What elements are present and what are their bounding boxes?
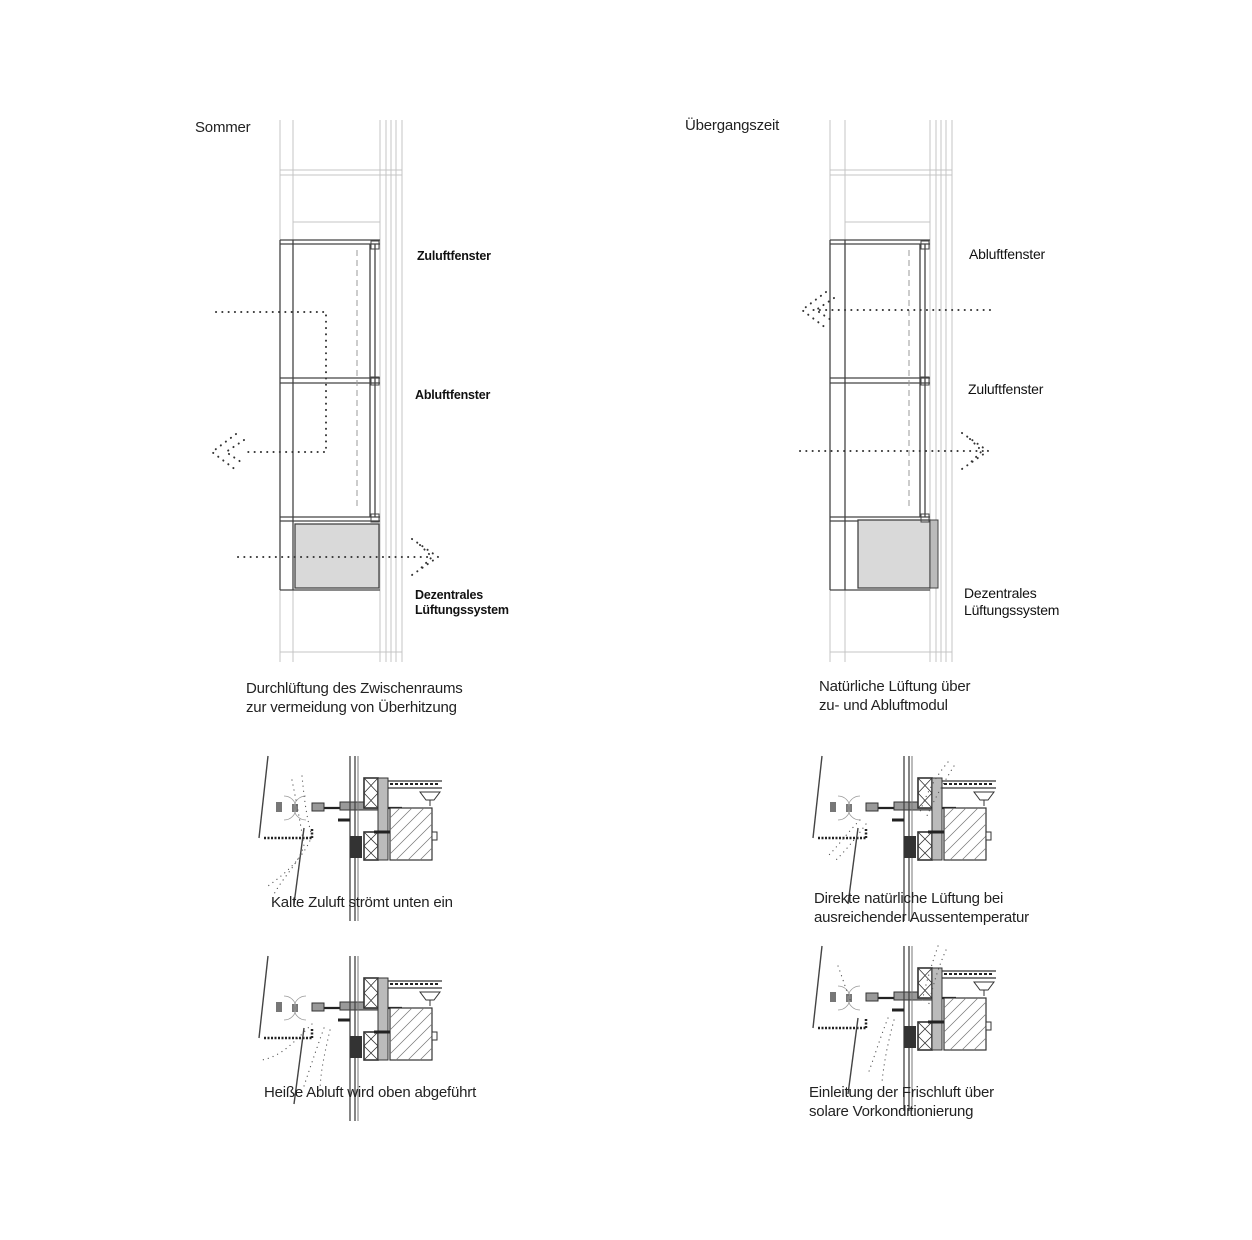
- right-caption-line2: zu- und Abluftmodul: [819, 697, 948, 714]
- right-title: Übergangszeit: [685, 117, 780, 134]
- right-detail-bottom-caption: [809, 1083, 994, 1121]
- right-caption-line1: Natürliche Lüftung über: [819, 678, 971, 695]
- left-label-unit-line2: Lüftungssystem: [415, 603, 509, 617]
- right-detail-top-caption-line2: ausreichender Aussentemperatur: [814, 909, 1029, 926]
- right-caption: [819, 677, 970, 715]
- left-caption: [246, 679, 463, 717]
- left-facade-section: [280, 120, 402, 662]
- left-label-unit-line1: Dezentrales: [415, 588, 483, 602]
- right-facade-section: [830, 120, 952, 662]
- right-ventilation-unit: [858, 520, 930, 588]
- left-ventilation-unit: [295, 524, 379, 588]
- right-detail-top-caption: [814, 889, 1029, 927]
- right-detail-bottom-caption-line2: solare Vorkonditionierung: [809, 1103, 974, 1120]
- left-label-upper-window: Zuluftfenster: [417, 249, 491, 263]
- left-title: Sommer: [195, 119, 251, 136]
- right-label-unit-line2: Lüftungssystem: [964, 602, 1060, 618]
- right-airflow: [800, 292, 990, 469]
- right-detail-bottom-caption-line1: Einleitung der Frischluft über: [809, 1084, 994, 1101]
- right-label-unit-line1: Dezentrales: [964, 585, 1037, 601]
- left-label-middle-window: Abluftfenster: [415, 388, 491, 402]
- right-label-upper-window: Abluftfenster: [969, 246, 1045, 262]
- right-detail-top-caption-line1: Direkte natürliche Lüftung bei: [814, 890, 1004, 907]
- right-label-middle-window: Zuluftfenster: [968, 381, 1044, 397]
- left-detail-bottom-caption: Heiße Abluft wird oben abgeführt: [264, 1084, 477, 1101]
- left-caption-line1: Durchlüftung des Zwischenraums: [246, 680, 463, 697]
- left-caption-line2: zur vermeidung von Überhitzung: [246, 699, 457, 716]
- left-detail-top-caption: Kalte Zuluft strömt unten ein: [271, 894, 453, 911]
